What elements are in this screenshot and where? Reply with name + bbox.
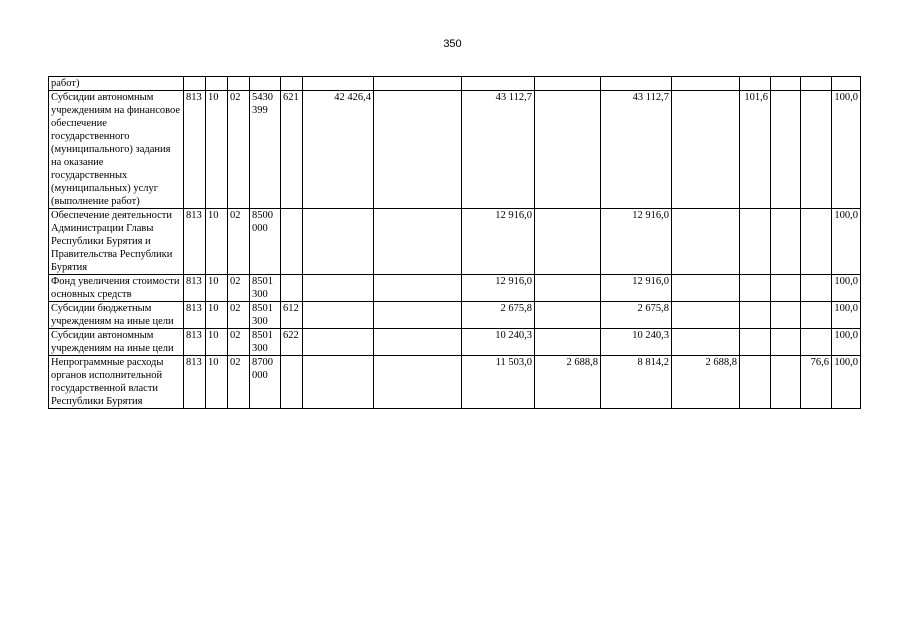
row-gov-code-cell: 813 (184, 91, 206, 209)
row-expense-type-cell: 622 (281, 329, 303, 356)
row-section-code-cell: 10 (206, 356, 228, 409)
page-number: 350 (443, 38, 462, 50)
row-value-2-cell (374, 329, 462, 356)
row-name-cell: Обеспечение деятельности Администрации Главы Республики Бурятия и Правительства Республики Бурятия (49, 209, 184, 275)
row-name-cell: Фонд увеличения стоимости основных средств (49, 275, 184, 302)
row-subsection-code-cell (228, 77, 250, 91)
row-percent-3-cell: 100,0 (832, 275, 861, 302)
row-subsection-code-cell: 02 (228, 329, 250, 356)
row-target-article-cell: 8501 300 (250, 275, 281, 302)
row-value-5-cell: 2 675,8 (601, 302, 672, 329)
row-section-code-cell: 10 (206, 275, 228, 302)
row-section-code-cell: 10 (206, 302, 228, 329)
row-expense-type-cell (281, 77, 303, 91)
row-section-code-cell (206, 77, 228, 91)
row-gov-code-cell (184, 77, 206, 91)
empty-cell (771, 302, 801, 329)
row-value-5-cell: 12 916,0 (601, 209, 672, 275)
row-target-article-cell: 8501 300 (250, 329, 281, 356)
empty-cell (771, 77, 801, 91)
row-subsection-code-cell: 02 (228, 356, 250, 409)
empty-cell (771, 356, 801, 409)
row-target-article-cell: 5430 399 (250, 91, 281, 209)
row-value-3-cell (462, 77, 535, 91)
row-value-1-cell: 42 426,4 (303, 91, 374, 209)
row-percent-1-cell (740, 329, 771, 356)
row-percent-1-cell: 101,6 (740, 91, 771, 209)
row-name-cell: Непрограммные расходы органов исполнительной государственной власти Республики Бурятия (49, 356, 184, 409)
row-value-5-cell (601, 77, 672, 91)
table-row (49, 275, 861, 302)
empty-cell (771, 275, 801, 302)
row-gov-code-cell: 813 (184, 209, 206, 275)
row-value-6-cell (672, 209, 740, 275)
row-value-4-cell (535, 77, 601, 91)
row-value-1-cell (303, 77, 374, 91)
row-percent-3-cell: 100,0 (832, 302, 861, 329)
table-row (49, 302, 861, 329)
row-value-2-cell (374, 356, 462, 409)
row-value-3-cell: 10 240,3 (462, 329, 535, 356)
empty-cell (771, 91, 801, 209)
row-value-2-cell (374, 77, 462, 91)
row-percent-1-cell (740, 302, 771, 329)
row-value-5-cell: 43 112,7 (601, 91, 672, 209)
row-value-4-cell (535, 275, 601, 302)
row-value-1-cell (303, 209, 374, 275)
table-row (49, 91, 861, 209)
row-value-2-cell (374, 209, 462, 275)
row-subsection-code-cell: 02 (228, 275, 250, 302)
row-value-5-cell: 8 814,2 (601, 356, 672, 409)
row-value-4-cell: 2 688,8 (535, 356, 601, 409)
row-target-article-cell: 8501 300 (250, 302, 281, 329)
row-value-5-cell: 10 240,3 (601, 329, 672, 356)
row-subsection-code-cell: 02 (228, 91, 250, 209)
table-row (49, 329, 861, 356)
budget-table (48, 76, 861, 409)
row-percent-1-cell (740, 77, 771, 91)
row-value-2-cell (374, 302, 462, 329)
row-gov-code-cell: 813 (184, 329, 206, 356)
row-value-4-cell (535, 91, 601, 209)
row-value-2-cell (374, 275, 462, 302)
row-target-article-cell: 8700 000 (250, 356, 281, 409)
row-percent-2-cell (801, 91, 832, 209)
row-value-3-cell: 11 503,0 (462, 356, 535, 409)
row-value-6-cell (672, 91, 740, 209)
empty-cell (771, 329, 801, 356)
row-expense-type-cell (281, 275, 303, 302)
row-name-cell: Субсидии автономным учреждениям на иные цели (49, 329, 184, 356)
row-percent-2-cell (801, 77, 832, 91)
row-value-4-cell (535, 209, 601, 275)
row-section-code-cell: 10 (206, 209, 228, 275)
row-value-1-cell (303, 329, 374, 356)
row-value-1-cell (303, 302, 374, 329)
empty-cell (771, 209, 801, 275)
row-percent-1-cell (740, 356, 771, 409)
row-percent-1-cell (740, 209, 771, 275)
row-value-3-cell: 12 916,0 (462, 275, 535, 302)
row-value-2-cell (374, 91, 462, 209)
row-name-cell: работ) (49, 77, 184, 91)
row-gov-code-cell: 813 (184, 356, 206, 409)
row-value-4-cell (535, 329, 601, 356)
row-gov-code-cell: 813 (184, 275, 206, 302)
row-percent-2-cell (801, 302, 832, 329)
row-percent-3-cell: 100,0 (832, 91, 861, 209)
row-value-6-cell: 2 688,8 (672, 356, 740, 409)
row-percent-3-cell (832, 77, 861, 91)
row-percent-2-cell: 76,6 (801, 356, 832, 409)
row-section-code-cell: 10 (206, 329, 228, 356)
table-row (49, 77, 861, 91)
row-section-code-cell: 10 (206, 91, 228, 209)
row-value-3-cell: 2 675,8 (462, 302, 535, 329)
row-percent-3-cell: 100,0 (832, 329, 861, 356)
row-expense-type-cell (281, 209, 303, 275)
row-subsection-code-cell: 02 (228, 302, 250, 329)
row-percent-2-cell (801, 209, 832, 275)
row-target-article-cell (250, 77, 281, 91)
row-value-3-cell: 12 916,0 (462, 209, 535, 275)
row-value-1-cell (303, 356, 374, 409)
row-value-6-cell (672, 275, 740, 302)
row-value-1-cell (303, 275, 374, 302)
row-value-6-cell (672, 329, 740, 356)
row-percent-3-cell: 100,0 (832, 356, 861, 409)
row-subsection-code-cell: 02 (228, 209, 250, 275)
row-gov-code-cell: 813 (184, 302, 206, 329)
row-percent-3-cell: 100,0 (832, 209, 861, 275)
row-value-6-cell (672, 302, 740, 329)
row-value-6-cell (672, 77, 740, 91)
row-expense-type-cell (281, 356, 303, 409)
table-row (49, 356, 861, 409)
row-percent-2-cell (801, 275, 832, 302)
row-value-5-cell: 12 916,0 (601, 275, 672, 302)
row-expense-type-cell: 612 (281, 302, 303, 329)
row-target-article-cell: 8500 000 (250, 209, 281, 275)
row-name-cell: Субсидии автономным учреждениям на финансовое обеспечение государственного (муниципального) задания на оказание государственных (муниципальных) услуг (выполнение работ) (49, 91, 184, 209)
table-row (49, 209, 861, 275)
row-expense-type-cell: 621 (281, 91, 303, 209)
row-value-4-cell (535, 302, 601, 329)
row-percent-2-cell (801, 329, 832, 356)
row-percent-1-cell (740, 275, 771, 302)
row-value-3-cell: 43 112,7 (462, 91, 535, 209)
row-name-cell: Субсидии бюджетным учреждениям на иные цели (49, 302, 184, 329)
